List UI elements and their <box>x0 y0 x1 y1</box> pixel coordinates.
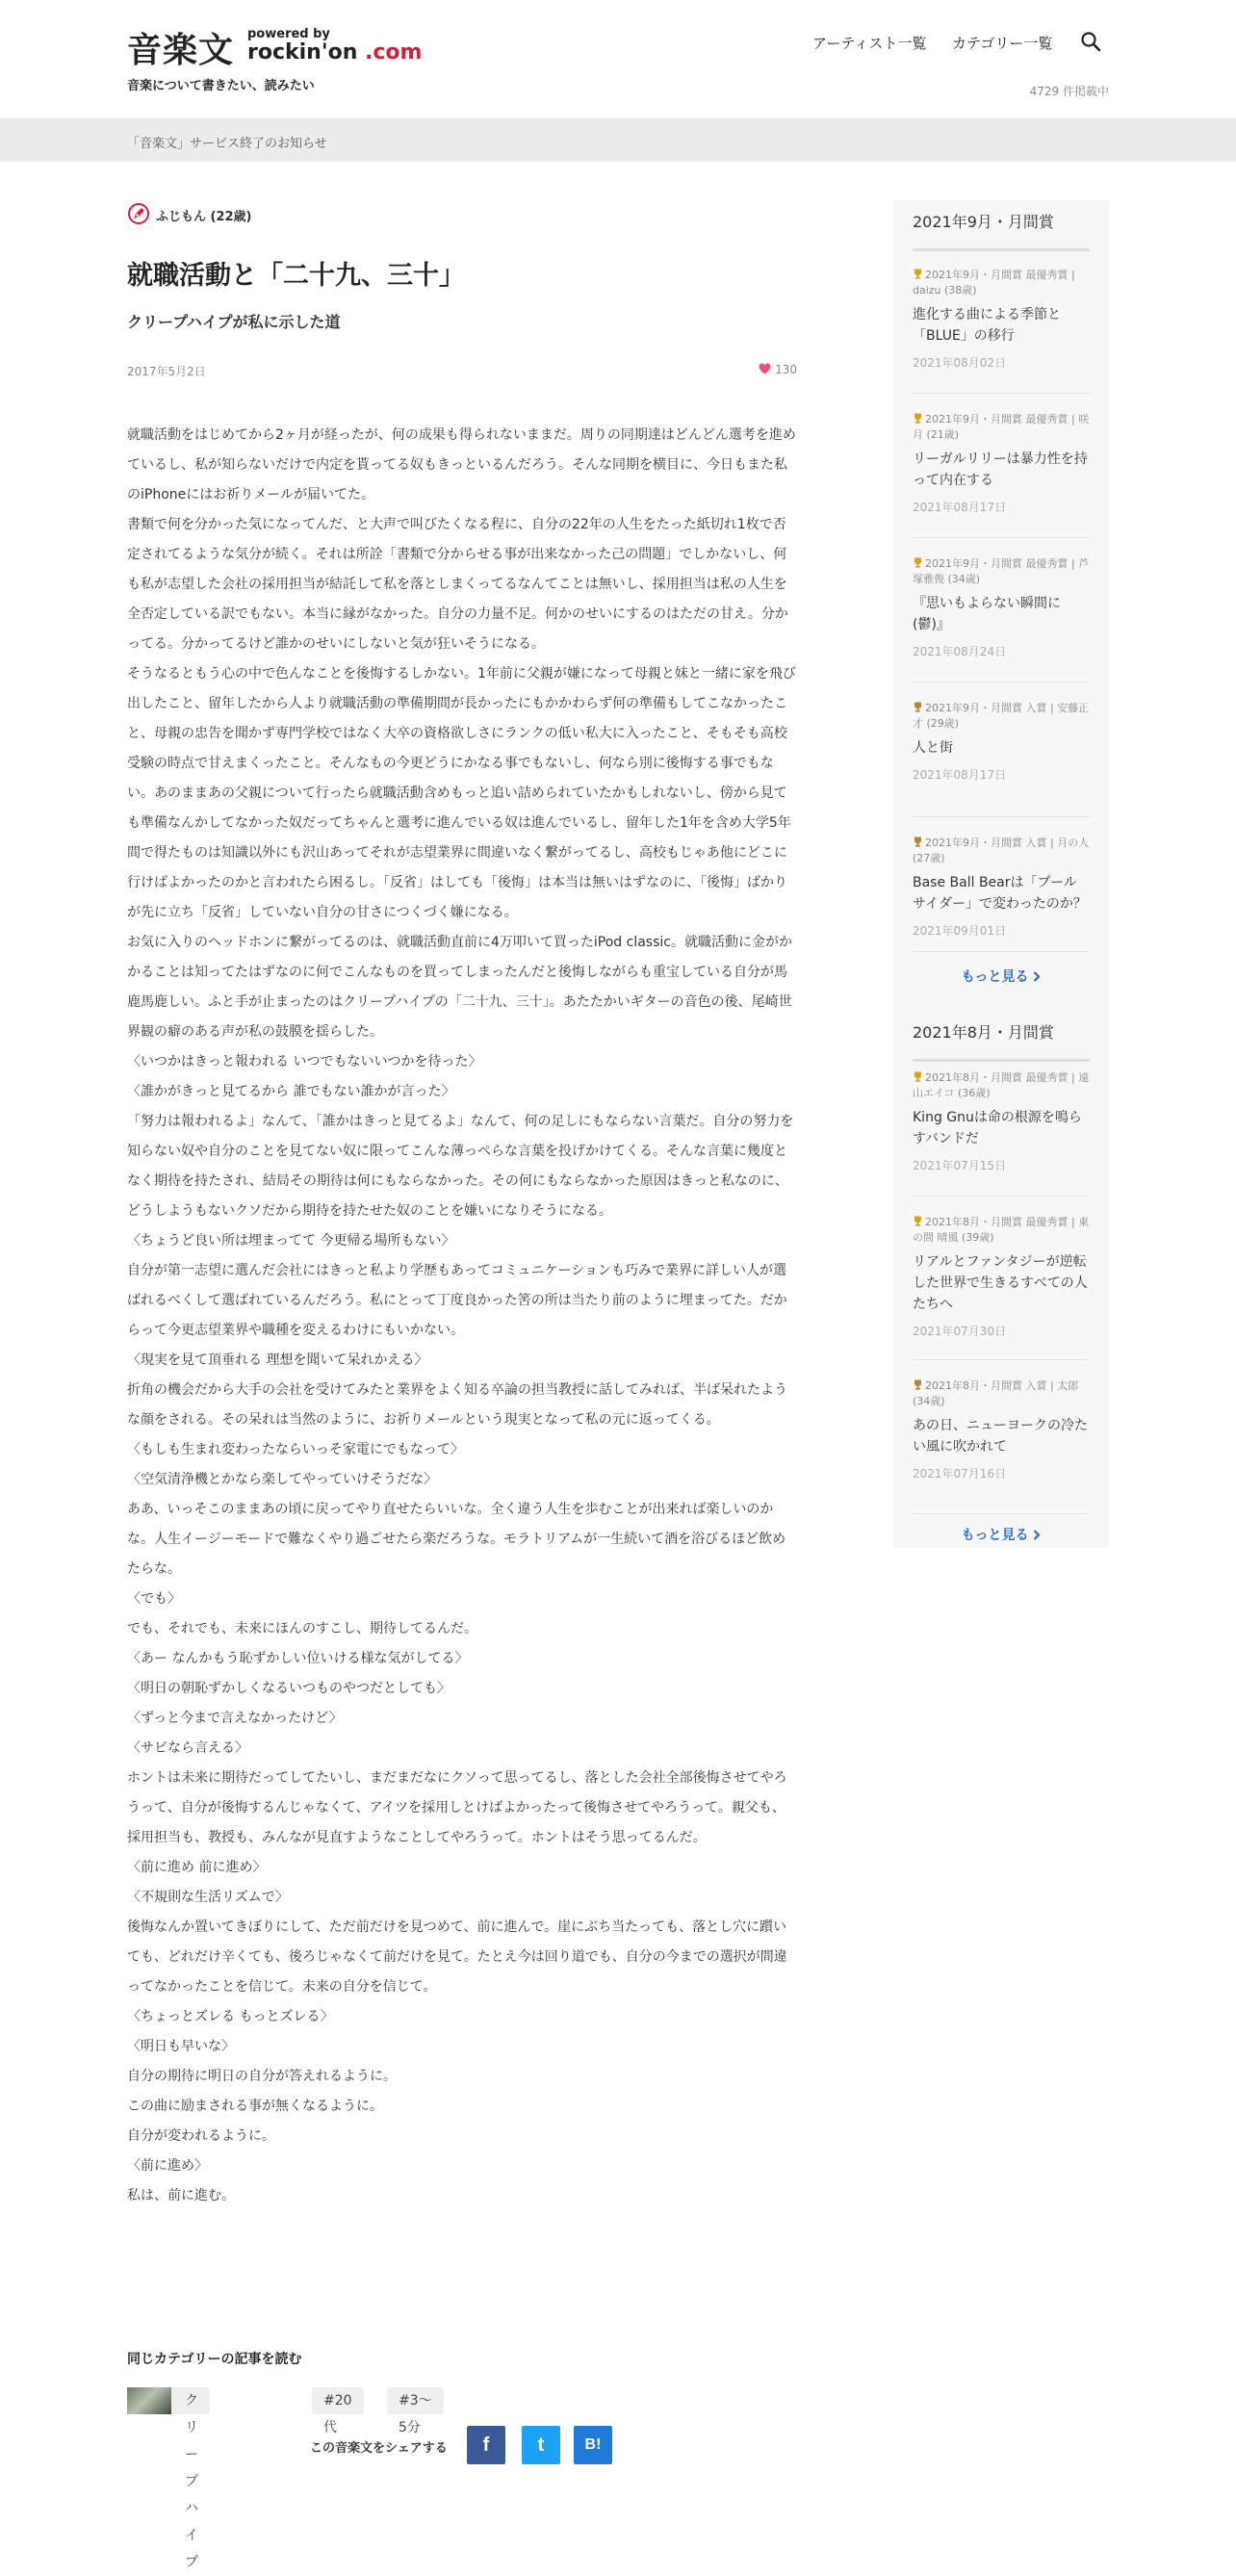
award-item-divider <box>913 1513 1090 1514</box>
award-item-divider <box>913 951 1090 952</box>
chevron-right-icon <box>1033 971 1041 982</box>
author-row[interactable] <box>127 200 797 227</box>
article-paragraph: 〈いつかはきっと報われる いつでもないいつかを待った〉 <box>127 1053 482 1069</box>
article-paragraph: 〈前に進め〉 <box>127 2157 208 2174</box>
award-item-divider <box>913 1196 1090 1197</box>
award-item-divider <box>913 682 1090 683</box>
award-section-rule <box>913 1059 1090 1062</box>
article-paragraph: 自分が第一志望に選んだ会社にはきっと私より学歴もあってコミュニケーションも巧みで業界に詳しい人が選ばれるべくして選ばれているんだろう。私にとって丁度良かった筈の所は当たり前のように埋まってた。だからって今更志望業界や職種を変えるわけにもいかない。 <box>127 1262 787 1338</box>
award-section-title: 2021年9月・月間賞 <box>913 213 1054 231</box>
nav-categories-link[interactable]: カテゴリー一覧 <box>952 35 1053 52</box>
article-paragraph: 〈不規則な生活リズムで〉 <box>127 1889 289 1905</box>
article <box>127 200 797 2211</box>
article-paragraph: 〈明日の朝恥ずかしくなるいつものやつだとしても〉 <box>127 1680 451 1696</box>
award-meta <box>913 412 1090 443</box>
award-section-title: 2021年8月・月間賞 <box>913 1023 1054 1042</box>
article-paragraph: ホントは未来に期待だってしてたいし、まだまだなにクソって思ってるし、落とした会社全部後悔させてやろうって、自分が後悔するんじゃなくて、アイツを採用しとけばよかったって後悔させてやろうって。親父も、採用担当も、教授も、みんなが見直すようなことしてやろうって。ホントはそう思ってるんだ。 <box>127 1769 787 1845</box>
article-paragraph: お気に入りのヘッドホンに繋がってるのは、就職活動直前に4万叩いて買ったiPod classic。就職活動に金がかかることは知ってたはずなのに何でこんなものを買ってしまったんだと後悔しながらも重宝している自分が馬鹿馬鹿しい。ふと手が止まったのはクリープハイプの「二十九、三十」。あたたかいギターの音色の後、尾崎世界観の癖のある声が私の鼓膜を揺らした。 <box>127 934 792 1040</box>
article-paragraph: 私は、前に進む。 <box>127 2187 235 2203</box>
article-paragraph: ああ、いっそこのままあの頃に戻ってやり直せたらいいな。全く違う人生を歩むことが出来れば楽しいのかな。人生イージーモードで難なくやり過ごせたら楽だろうな。モラトリアムが一生続いて酒を浴びるほど飲めたらな。 <box>127 1501 786 1577</box>
article-paragraph: 〈明日も早いな〉 <box>127 2038 235 2054</box>
article-paragraph: 自分の期待に明日の自分が答えれるように。 <box>127 2068 397 2084</box>
award-article-date: 2021年09月01日 <box>913 924 1007 938</box>
award-article-date: 2021年07月16日 <box>913 1467 1007 1481</box>
article-paragraph: 就職活動をはじめてから2ヶ月が経ったが、何の成果も得られないままだ。周りの同期達はどんどん選考を進めているし、私が知らないだけで内定を貰ってる奴もきっといるんだろう。そんな同期を横目に、今日もまた私のiPhoneにはお祈りメールが届いてた。 <box>127 426 796 502</box>
article-paragraph: 〈現実を見て頂垂れる 理想を聞いて呆れかえる〉 <box>127 1352 428 1368</box>
award-article-item[interactable] <box>913 1378 1090 1481</box>
award-article-date: 2021年07月30日 <box>913 1325 1007 1338</box>
award-article-title[interactable]: Base Ball Bearは「ブールサイダー」で変わったのか？ <box>913 875 1087 912</box>
award-meta-text: 2021年8月・月間賞 最優秀賞 | 遠山エイコ (36歳) <box>913 1071 1090 1099</box>
like-button[interactable] <box>759 363 797 376</box>
award-article-title[interactable]: 進化する曲による季節と「BLUE」の移行 <box>913 307 1061 344</box>
award-meta <box>913 1378 1090 1409</box>
hatena-bookmark-button[interactable]: B! <box>574 2426 612 2464</box>
article-paragraph: この曲に励まされる事が無くなるように。 <box>127 2098 383 2114</box>
award-article-date: 2021年08月02日 <box>913 356 1007 370</box>
award-meta-text: 2021年9月・月間賞 入賞 | 安藤正才 (29歳) <box>913 702 1090 730</box>
award-meta-text: 2021年9月・月間賞 最優秀賞 | daizu (38歳) <box>913 269 1075 296</box>
notice-bar <box>0 119 1236 162</box>
award-meta <box>913 556 1090 587</box>
site-logo[interactable]: 音楽文 <box>127 31 235 70</box>
award-article-date: 2021年08月17日 <box>913 501 1007 514</box>
award-meta <box>913 1215 1090 1246</box>
award-section-rule <box>913 248 1090 251</box>
award-meta-text: 2021年9月・月間賞 最優秀賞 | 咲月 (21歳) <box>913 413 1090 441</box>
article-paragraph: でも、それでも、未来にほんのすこし、期待してるんだ。 <box>127 1620 477 1636</box>
nav-artists-link[interactable]: アーティスト一覧 <box>812 35 927 52</box>
article-paragraph: そうなるともう心の中で色んなことを後悔するしかない。1年前に父親が嫌になって母親と妹と一緒に家を飛び出したこと、留年したから人より就職活動の準備期間が長かったにもかかわらず何の準備もしてこなかったこと、母親の忠告を聞かず専門学校ではなく大卒の資格欲しさにランクの低い私大に入ったこと、そもそも高校受験の時点で甘えまくったこと。そんなもの今更どうにかなる事でもないし、何なら別に後悔する事でもない。あのままあの父親について行ったら就職活動含めもっと追い詰められていたかもしれないし、傍から見ても準備なんかしてなかった奴だってちゃんと選考に進んでいる奴は進んでいるし、留年した1年を含め大学5年間で得たものは知識以外にも沢山あってそれが志望業界に間違いなく繋がってるし、高校もじゃあ他にどこに行けばよかったのかと言われたら困るし。「反省」はしても「後悔」は本当は無いはずなのに、「後悔」ばかりが先に立ち「反省」していない自分の甘さにつくづく嫌になる。 <box>127 665 796 920</box>
award-article-item[interactable] <box>913 556 1090 659</box>
pen-icon <box>127 202 150 225</box>
article-paragraph: 〈もしも生まれ変わったならいっそ家電にでもなって〉 <box>127 1441 464 1457</box>
article-title: 就職活動と「二十九、三十」 <box>127 261 465 291</box>
award-meta <box>913 268 1090 298</box>
article-meta <box>127 361 797 382</box>
more-awards-link[interactable] <box>913 1525 1090 1544</box>
article-subtitle: クリープハイプが私に示した道 <box>127 312 341 331</box>
chevron-right-icon <box>1033 1530 1041 1540</box>
award-meta-text: 2021年8月・月間賞 最優秀賞 | 東の間 晴風 (39歳) <box>913 1216 1090 1244</box>
award-article-title[interactable]: リーガルリリーは暴力性を持って内在する <box>913 451 1088 488</box>
award-meta-text: 2021年9月・月間賞 入賞 | 月の人 (27歳) <box>913 837 1090 864</box>
trophy-icon <box>913 413 923 424</box>
article-paragraph: 後悔なんか置いてきぼりにして、ただ前だけを見つめて、前に進んで。崖にぶち当たっても、落とし穴に躓いても、どれだけ辛くても、後ろじゃなくて前だけを見て。たとえ今は回り道でも、自分の今までの選択が間違ってなかったことを信じて。未来の自分を信じて。 <box>127 1919 787 1995</box>
article-paragraph: 〈ちょうど良い所は埋まってて 今更帰る場所もない〉 <box>127 1232 455 1249</box>
search-icon[interactable] <box>1080 31 1101 52</box>
award-article-item[interactable] <box>913 701 1090 783</box>
award-article-title[interactable]: あの日、ニューヨークの冷たい風に吹かれて <box>913 1418 1088 1455</box>
award-article-item[interactable] <box>913 1215 1090 1339</box>
award-article-item[interactable] <box>913 836 1090 939</box>
twitter-share-button[interactable]: t <box>522 2426 560 2464</box>
site-tagline: 音楽について書きたい、読みたい <box>127 79 315 93</box>
trophy-icon <box>913 557 923 568</box>
heart-icon <box>759 363 771 374</box>
artist-thumbnail[interactable] <box>127 2387 171 2414</box>
like-count: 130 <box>775 362 797 376</box>
service-end-notice-link[interactable]: 「音楽文」サービス終了のお知らせ <box>127 137 327 151</box>
brand-main: rockin'on <box>247 40 358 64</box>
article-paragraph: 折角の機会だから大手の会社を受けてみたと業界をよく知る卒論の担当教授に話してみれば、半ば呆れたような顔をされる。その呆れは当然のように、お祈りメールという現実となって私の元に返ってくる。 <box>127 1381 787 1428</box>
powered-by-label: powered by <box>247 27 330 41</box>
award-article-date: 2021年08月17日 <box>913 768 1007 782</box>
article-paragraph: 〈誰かがきっと見てるから 誰でもない誰かが言った〉 <box>127 1083 455 1099</box>
award-article-title[interactable]: 『思いもよらない瞬間に(鬱)』 <box>913 596 1061 632</box>
post-count: 4729 件掲載中 <box>1029 85 1109 98</box>
award-item-divider <box>913 393 1090 394</box>
more-link-label: もっと見る <box>961 969 1029 985</box>
trophy-icon <box>913 1216 923 1226</box>
article-body <box>127 421 797 2211</box>
article-paragraph: 〈サビなら言える〉 <box>127 1739 248 1756</box>
award-article-date: 2021年07月15日 <box>913 1159 1007 1172</box>
more-awards-link[interactable] <box>913 966 1090 986</box>
article-paragraph: 自分が変われるように。 <box>127 2127 275 2144</box>
article-paragraph: 〈前に進め 前に進め〉 <box>127 1859 267 1875</box>
trophy-icon <box>913 1071 923 1082</box>
award-article-title[interactable]: King Gnuは命の根源を鳴らすバンドだ <box>913 1110 1082 1146</box>
award-meta-text: 2021年9月・月間賞 最優秀賞 | 芦塚雅俊 (34歳) <box>913 557 1090 585</box>
award-item-divider <box>913 1359 1090 1360</box>
facebook-share-button[interactable]: f <box>467 2426 505 2464</box>
article-paragraph: 〈空気清浄機とかなら楽してやっていけそうだな〉 <box>127 1471 437 1487</box>
award-meta <box>913 836 1090 866</box>
article-paragraph: 書類で何を分かった気になってんだ、と大声で叫びたくなる程に、自分の22年の人生をたった紙切れ1枚で否定されてるような気分が続く。それは所詮「書類で分からせる事が出来なかった己の問題」でしかないし、何も私が志望した会社の採用担当が結託して私を落としまくってるなんてことは無いし、採用担当は私の人生を全否定している訳でもない。本当に縁がなかった。自分の力量不足。何かのせいにするのはただの甘え。分かってる。分かってるけど誰かのせいにしないと気が狂いそうになる。 <box>127 516 788 652</box>
award-meta <box>913 701 1090 732</box>
article-paragraph: 〈あー なんかもう恥ずかしい位いける様な気がしてる〉 <box>127 1650 469 1666</box>
award-meta-text: 2021年8月・月間賞 入賞 | 太郎 (34歳) <box>913 1379 1079 1407</box>
trophy-icon <box>913 269 923 279</box>
award-article-title[interactable]: 人と街 <box>913 740 953 756</box>
article-paragraph: 〈ずっと今まで言えなかったけど〉 <box>127 1710 343 1726</box>
award-article-item[interactable] <box>913 412 1090 515</box>
share-label: この音楽文をシェアする <box>310 2441 448 2456</box>
brand-suffix: .com <box>365 40 423 64</box>
award-article-item[interactable] <box>913 268 1090 371</box>
article-date: 2017年5月2日 <box>127 364 206 378</box>
article-paragraph: 〈ちょっとズレる もっとズレる〉 <box>127 2008 334 2024</box>
site-header <box>0 0 1236 119</box>
author-name[interactable]: ふじもん (22歳) <box>156 210 252 224</box>
award-item-divider <box>913 537 1090 538</box>
tag-artist[interactable]: クリープハイプ <box>171 2387 210 2414</box>
trophy-icon <box>913 702 923 712</box>
tag-length[interactable]: #3〜5分 <box>387 2387 444 2414</box>
more-link-label: もっと見る <box>961 1528 1029 1543</box>
award-article-title[interactable]: リアルとファンタジーが逆転した世界で生きるすべての人たちへ <box>913 1254 1088 1312</box>
award-article-date: 2021年08月24日 <box>913 645 1007 658</box>
tag-age[interactable]: #20代 <box>312 2387 364 2414</box>
award-article-item[interactable] <box>913 1070 1090 1173</box>
brand-logo[interactable] <box>247 40 422 64</box>
award-item-divider <box>913 816 1090 817</box>
monthly-award-sidebar <box>893 200 1109 1548</box>
award-meta <box>913 1070 1090 1101</box>
article-paragraph: 〈でも〉 <box>127 1590 181 1607</box>
trophy-icon <box>913 1379 923 1390</box>
article-paragraph: 「努力は報われるよ」なんて、「誰かはきっと見てるよ」なんて、何の足しにもならない言葉だ。自分の努力を知らない奴や自分のことを見てない奴に限ってこんな薄っぺらな言葉を投げかけてくる。そんな言葉に幾度となく期待を持たされ、結局その期待は何にもならなかった。その何にもならなかった原因はきっと私なのに、どうしようもないクソだから期待を持たせた奴のことを嫌いになりそうになる。 <box>127 1113 794 1219</box>
related-articles-title: 同じカテゴリーの記事を読む <box>127 2352 302 2367</box>
trophy-icon <box>913 837 923 847</box>
